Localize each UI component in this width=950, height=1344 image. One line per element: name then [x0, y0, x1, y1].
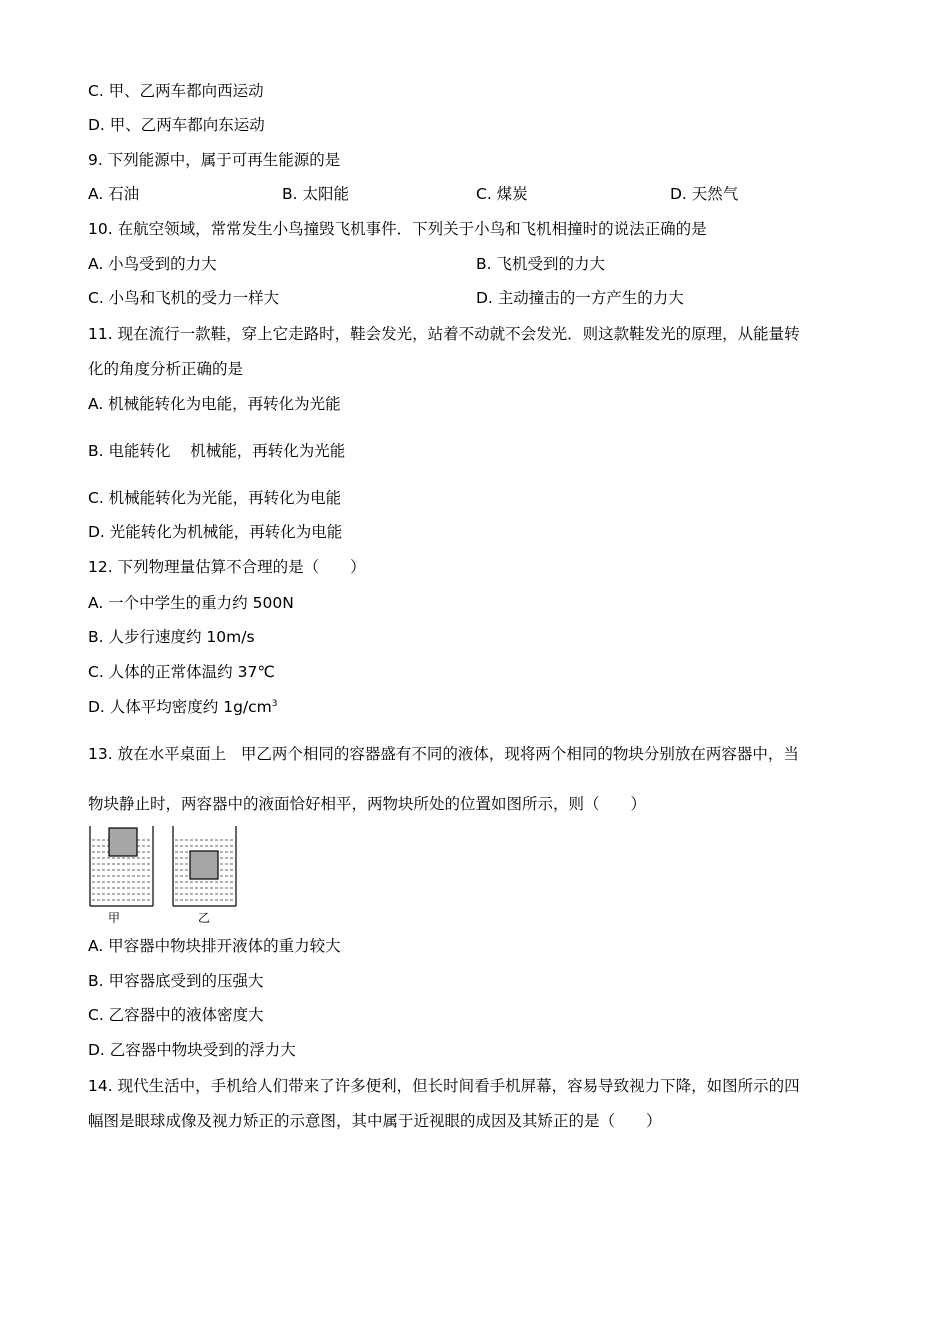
q10-stem: 10. 在航空领域，常常发生小鸟撞毁飞机事件．下列关于小鸟和飞机相撞时的说法正确的是 — [88, 220, 707, 238]
block-right — [190, 851, 218, 879]
q8-option-d: D. 甲、乙两车都向东运动 — [88, 116, 265, 134]
q10-option-c: C. 小鸟和飞机的受力一样大 — [88, 289, 280, 307]
q12-option-d — [88, 697, 278, 717]
q11-stem-line-1: 11. 现在流行一款鞋，穿上它走路时，鞋会发光，站着不动就不会发光．则这款鞋发光的原理，从能量转 — [88, 325, 800, 343]
container-right — [173, 826, 236, 906]
figure-label-left: 甲 — [108, 911, 121, 925]
q10-option-a: A. 小鸟受到的力大 — [88, 255, 217, 273]
q10-option-d: D. 主动撞击的一方产生的力大 — [476, 289, 684, 307]
q9-option-b: B. 太阳能 — [282, 185, 349, 203]
q12-option-d-text: D. 人体平均密度约 1g/cm — [88, 698, 272, 716]
q11-option-a: A. 机械能转化为电能，再转化为光能 — [88, 395, 341, 413]
q12-option-b: B. 人步行速度约 10m/s — [88, 628, 255, 646]
q13-option-d: D. 乙容器中物块受到的浮力大 — [88, 1041, 296, 1059]
container-left — [90, 826, 153, 906]
block-left — [109, 828, 137, 856]
q12-option-c: C. 人体的正常体温约 37℃ — [88, 663, 275, 681]
q13-option-c: C. 乙容器中的液体密度大 — [88, 1006, 264, 1024]
q12-stem: 12. 下列物理量估算不合理的是（ ） — [88, 558, 366, 576]
containers-diagram — [86, 822, 246, 914]
q12-option-a: A. 一个中学生的重力约 500N — [88, 594, 294, 612]
q11-stem-line-2: 化的角度分析正确的是 — [88, 360, 244, 378]
q11-option-c: C. 机械能转化为光能，再转化为电能 — [88, 489, 342, 507]
q13-option-b: B. 甲容器底受到的压强大 — [88, 972, 264, 990]
q14-stem-line-2: 幅图是眼球成像及视力矫正的示意图，其中属于近视眼的成因及其矫正的是（ ） — [88, 1112, 662, 1130]
q14-stem-line-1: 14. 现代生活中，手机给人们带来了许多便利，但长时间看手机屏幕，容易导致视力下降，如图所示的四 — [88, 1077, 800, 1095]
containers-figure — [86, 822, 246, 928]
q13-option-a: A. 甲容器中物块排开液体的重力较大 — [88, 937, 341, 955]
q9-option-c: C. 煤炭 — [476, 185, 528, 203]
q9-stem: 9. 下列能源中，属于可再生能源的是 — [88, 151, 341, 169]
q11-option-b: B. 电能转化 机械能，再转化为光能 — [88, 442, 346, 460]
q11-option-d: D. 光能转化为机械能，再转化为电能 — [88, 523, 343, 541]
q12-option-d-superscript: 3 — [271, 699, 278, 709]
figure-label-right: 乙 — [198, 911, 211, 925]
q13-stem-line-1: 13. 放在水平桌面上 甲乙两个相同的容器盛有不同的液体，现将两个相同的物块分别放在两容器中，当 — [88, 745, 799, 763]
q10-option-b: B. 飞机受到的力大 — [476, 255, 605, 273]
q13-stem-line-2: 物块静止时，两容器中的液面恰好相平，两物块所处的位置如图所示，则（ ） — [88, 795, 647, 813]
q9-option-d: D. 天然气 — [670, 185, 739, 203]
q9-option-a: A. 石油 — [88, 185, 140, 203]
q8-option-c: C. 甲、乙两车都向西运动 — [88, 82, 264, 100]
